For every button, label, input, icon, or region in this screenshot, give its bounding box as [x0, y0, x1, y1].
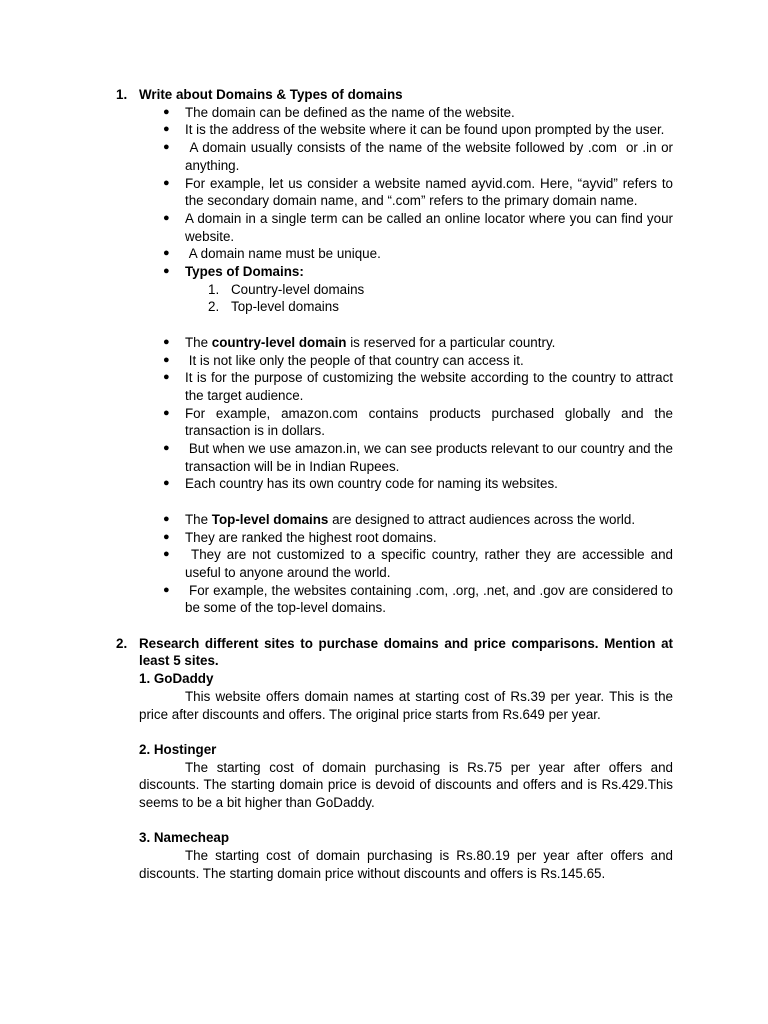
list-item: ● The domain can be defined as the name of the website. — [163, 104, 515, 120]
site-heading: 1. GoDaddy — [139, 671, 214, 687]
site-description: This website offers domain names at starting cost of Rs.39 per year. This is the price after discounts and offers. The original price starts from Rs.649 per year. — [139, 688, 673, 722]
list-item: ● A domain usually consists of the name of the website followed by .com or .in or anything. — [163, 140, 677, 173]
country-level-list — [163, 334, 677, 493]
question-1 — [116, 86, 677, 617]
document-page — [0, 86, 768, 883]
question-number: 1. — [116, 87, 128, 102]
bullet-icon: ● — [163, 548, 170, 561]
question-title: Research different sites to purchase domains and price comparisons. Mention at least 5 sites. — [139, 635, 673, 669]
types-heading: Types of Domains: — [185, 264, 304, 280]
site-godaddy — [139, 670, 673, 723]
bullet-icon: ● — [163, 141, 170, 154]
list-item: ● But when we use amazon.in, we can see products relevant to our country and the transaction will be in Indian Rupees. — [163, 441, 677, 474]
site-namecheap — [139, 829, 673, 882]
bullet-icon: ● — [163, 105, 170, 118]
site-heading: 3. Namecheap — [139, 830, 230, 846]
bullet-icon: ● — [163, 123, 170, 136]
list-item: ● For example, let us consider a website named ayvid.com. Here, “ayvid” refers to the secondary domain name, and “.com” refers to the primary domain name. — [163, 175, 673, 209]
bullet-icon: ● — [163, 530, 170, 543]
list-item: ● They are not customized to a specific country, rather they are accessible and useful to anyone around the world. — [163, 547, 677, 580]
bullet-icon: ● — [163, 406, 170, 419]
list-item: ● It is not like only the people of that country can access it. — [163, 352, 524, 368]
list-item: ● A domain in a single term can be called an online locator where you can find your website. — [163, 210, 673, 244]
question-2 — [116, 635, 673, 883]
bullet-icon: ● — [163, 265, 170, 278]
bullet-icon: ● — [163, 335, 170, 348]
list-item: 2. Top-level domains — [208, 299, 339, 315]
bullet-icon: ● — [163, 477, 170, 490]
site-heading: 2. Hostinger — [139, 741, 217, 757]
bullet-icon: ● — [163, 583, 170, 596]
question-number: 2. — [116, 635, 128, 651]
list-item: ● For example, amazon.com contains products purchased globally and the transaction is in dollars. — [163, 405, 673, 439]
list-item: ● The country-level domain is reserved for a particular country. — [163, 334, 556, 350]
site-description: The starting cost of domain purchasing is Rs.75 per year after offers and discounts. The starting domain price is devoid of discounts and offers and is Rs.429.This seems to be a bit higher than GoDaddy. — [139, 759, 673, 811]
list-item: ● For example, the websites containing .com, .org, .net, and .gov are considered to be some of the top-level domains. — [163, 582, 677, 616]
list-item: ● It is for the purpose of customizing the website according to the country to attract the target audience. — [163, 370, 673, 403]
bullet-icon: ● — [163, 442, 170, 455]
list-item: ● They are ranked the highest root domains. — [163, 529, 437, 545]
bullet-icon: ● — [163, 371, 170, 384]
question-title: Write about Domains & Types of domains — [139, 87, 403, 102]
list-item: ● Each country has its own country code for naming its websites. — [163, 476, 558, 492]
list-item: ● A domain name must be unique. — [163, 246, 381, 262]
bullet-icon: ● — [163, 512, 170, 525]
site-hostinger — [139, 741, 673, 812]
list-item: ● The Top-level domains are designed to attract audiences across the world. — [163, 511, 636, 527]
top-level-list — [163, 511, 677, 617]
list-item: 1. Country-level domains — [208, 281, 365, 297]
list-item: ● It is the address of the website where it can be found upon prompted by the user. — [163, 122, 665, 138]
domain-definition-list — [163, 104, 677, 316]
bullet-icon: ● — [163, 353, 170, 366]
list-item — [163, 263, 673, 316]
site-description: The starting cost of domain purchasing is Rs.80.19 per year after offers and discounts. The starting domain price without discounts and offers is Rs.145.65. — [139, 848, 673, 881]
bullet-icon: ● — [163, 211, 170, 224]
bullet-icon: ● — [163, 176, 170, 189]
domain-types-list — [208, 281, 673, 316]
bullet-icon: ● — [163, 247, 170, 260]
